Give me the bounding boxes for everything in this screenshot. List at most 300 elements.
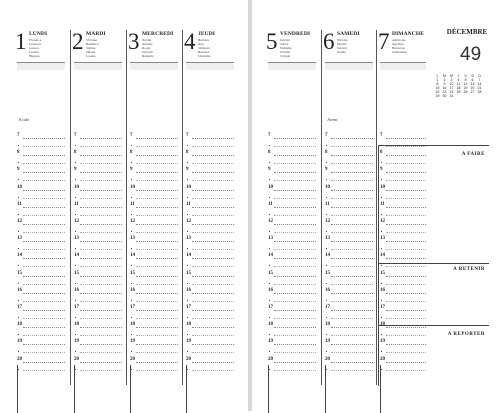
hour-slot-14[interactable] <box>128 253 182 275</box>
hour-slot-13[interactable] <box>184 236 238 258</box>
half-hour-dot <box>187 231 188 232</box>
hour-line <box>274 327 316 329</box>
half-hour-dot <box>18 351 19 352</box>
half-hour-dot <box>75 265 76 266</box>
half-hour-line <box>80 335 122 337</box>
hour-slot-17[interactable] <box>184 305 238 327</box>
hour-slot-12[interactable] <box>15 219 69 241</box>
half-hour-dot <box>269 334 270 335</box>
calendar-day[interactable]: 17 <box>449 86 454 90</box>
hour-line <box>274 276 316 278</box>
hour-slot-17[interactable] <box>266 305 320 327</box>
day-note-bar <box>17 62 65 70</box>
hour-slot-7[interactable] <box>128 133 182 155</box>
day-number: 4 <box>184 29 196 54</box>
hour-slot-11[interactable] <box>184 201 238 224</box>
hour-slot-11[interactable] <box>128 201 182 224</box>
day-column-mercredi[interactable] <box>128 30 182 385</box>
hour-line <box>331 327 373 329</box>
half-hour-line <box>80 318 122 320</box>
hour-line <box>331 155 373 157</box>
hour-line <box>274 362 316 364</box>
saint-name: Ada <box>198 42 204 46</box>
evening-notes[interactable] <box>325 365 374 413</box>
calendar-day[interactable]: 16 <box>442 86 447 90</box>
day-note: Ecole <box>19 117 30 122</box>
half-hour-dot <box>18 248 19 249</box>
half-hour-line <box>23 232 65 234</box>
half-hour-line <box>274 232 316 234</box>
saint-name: Crispin <box>280 54 291 58</box>
calendar-day[interactable]: 8 <box>436 82 439 86</box>
hour-line <box>192 258 234 260</box>
hour-slot-13[interactable] <box>323 236 377 258</box>
half-hour-line <box>80 180 122 182</box>
hour-label: 9 <box>74 167 77 173</box>
half-hour-line <box>23 249 65 251</box>
day-name: SAMEDI <box>337 31 360 37</box>
hour-slot-8[interactable] <box>72 150 126 172</box>
hour-slot-9[interactable] <box>128 167 182 189</box>
hour-line <box>192 207 234 209</box>
hour-label: 11 <box>74 201 79 207</box>
half-hour-dot <box>326 334 327 335</box>
hour-label: 15 <box>325 270 330 276</box>
saint-names <box>142 38 154 58</box>
hour-label: 7 <box>17 133 20 138</box>
half-hour-line <box>192 180 234 182</box>
half-hour-line <box>192 198 234 200</box>
hour-label: 19 <box>74 339 79 345</box>
calendar-day[interactable]: 26 <box>463 90 468 94</box>
half-hour-line <box>136 215 178 217</box>
hour-line <box>192 155 234 157</box>
hour-line <box>80 207 122 209</box>
hour-slot-16[interactable] <box>128 287 182 310</box>
hour-slot-17[interactable] <box>15 305 69 327</box>
hour-label: 10 <box>17 184 22 190</box>
half-hour-dot <box>75 300 76 301</box>
half-hour-line <box>274 335 316 337</box>
calendar-day[interactable]: 28 <box>477 90 482 94</box>
hour-slot-7[interactable] <box>15 133 69 155</box>
hour-label: 13 <box>74 236 79 242</box>
saint-name: Denise <box>337 42 347 46</box>
half-hour-dot <box>75 162 76 163</box>
mini-calendar <box>434 74 483 98</box>
hour-slot-10[interactable] <box>72 184 126 207</box>
hour-line <box>136 224 178 226</box>
evening-notes[interactable] <box>130 365 179 413</box>
half-hour-line <box>192 146 234 148</box>
half-hour-line <box>80 266 122 268</box>
hour-label: 8 <box>325 150 328 156</box>
hour-slot-15[interactable] <box>128 270 182 293</box>
weekday-label: L <box>436 74 439 78</box>
half-hour-dot <box>269 300 270 301</box>
saint-name: Agathon <box>392 42 405 46</box>
hour-line <box>80 258 122 260</box>
saint-name: Asella <box>337 50 346 54</box>
hour-label: 10 <box>130 184 135 190</box>
half-hour-line <box>136 318 178 320</box>
hour-slot-14[interactable] <box>15 253 69 275</box>
half-hour-line <box>136 301 178 303</box>
hour-label: 13 <box>130 236 135 242</box>
saint-name: Osmond <box>198 46 210 50</box>
half-hour-dot <box>75 179 76 180</box>
hour-label: 17 <box>186 305 191 310</box>
half-hour-line <box>136 335 178 337</box>
half-hour-line <box>23 198 65 200</box>
half-hour-line <box>274 266 316 268</box>
hour-slot-11[interactable] <box>266 201 320 224</box>
hour-slot-13[interactable] <box>266 236 320 258</box>
half-hour-dot <box>18 214 19 215</box>
hour-slot-11[interactable] <box>15 201 69 224</box>
hour-line <box>274 258 316 260</box>
hour-slot-16[interactable] <box>72 287 126 310</box>
half-hour-line <box>136 266 178 268</box>
half-hour-line <box>331 232 373 234</box>
hour-slot-10[interactable] <box>184 184 238 207</box>
hour-label: 10 <box>325 184 330 190</box>
hour-slot-18[interactable] <box>72 322 126 344</box>
column-divider <box>376 30 377 385</box>
hour-slot-12[interactable] <box>323 219 377 241</box>
half-hour-dot <box>131 248 132 249</box>
day-note-bar <box>380 62 426 70</box>
hour-slot-19[interactable] <box>15 339 69 361</box>
half-hour-line <box>331 163 373 165</box>
hour-slot-18[interactable] <box>128 322 182 344</box>
day-note-bar <box>186 62 234 70</box>
half-hour-dot <box>75 317 76 318</box>
calendar-week-number: 49 <box>460 44 482 65</box>
hour-slot-19[interactable] <box>72 339 126 361</box>
evening-notes[interactable] <box>186 365 235 413</box>
hour-slot-14[interactable] <box>323 253 377 275</box>
hour-slot-14[interactable] <box>266 253 320 275</box>
half-hour-line <box>23 180 65 182</box>
hour-slot-8[interactable] <box>266 150 320 172</box>
hour-slot-15[interactable] <box>184 270 238 293</box>
hour-label: 8 <box>130 150 133 156</box>
calendar-day[interactable]: 12 <box>463 82 468 86</box>
hour-slot-7[interactable] <box>72 133 126 155</box>
hour-slot-9[interactable] <box>323 167 377 189</box>
hour-slot-19[interactable] <box>184 339 238 361</box>
half-hour-line <box>136 232 178 234</box>
hour-slot-16[interactable] <box>323 287 377 310</box>
remember-box[interactable] <box>378 263 489 326</box>
hour-slot-9[interactable] <box>184 167 238 189</box>
half-hour-line <box>23 301 65 303</box>
calendar-day[interactable]: 1 <box>436 78 439 82</box>
hour-line <box>274 138 316 140</box>
half-hour-line <box>192 249 234 251</box>
hour-slot-13[interactable] <box>15 236 69 258</box>
calendar-day[interactable]: 15 <box>435 86 440 90</box>
hour-label: 8 <box>17 150 20 156</box>
evening-notes[interactable] <box>17 365 66 413</box>
saint-name: Barbara <box>198 38 210 42</box>
half-hour-line <box>331 215 373 217</box>
hour-slot-15[interactable] <box>72 270 126 293</box>
half-hour-dot <box>75 231 76 232</box>
calendar-day[interactable]: 11 <box>456 82 461 86</box>
hour-slot-13[interactable] <box>128 236 182 258</box>
hour-slot-12[interactable] <box>184 219 238 241</box>
half-hour-line <box>274 198 316 200</box>
half-hour-line <box>192 266 234 268</box>
hour-slot-8[interactable] <box>128 150 182 172</box>
half-hour-dot <box>187 145 188 146</box>
hour-label: 12 <box>268 219 273 224</box>
day-note-bar <box>130 62 178 70</box>
hour-label: 18 <box>130 322 135 328</box>
hour-label: 19 <box>380 339 385 345</box>
hour-slot-12[interactable] <box>72 219 126 241</box>
calendar-day[interactable]: 3 <box>450 78 453 82</box>
half-hour-dot <box>187 248 188 249</box>
half-hour-dot <box>326 317 327 318</box>
hour-slot-17[interactable] <box>72 305 126 327</box>
hour-line <box>80 327 122 329</box>
hour-label: 20 <box>268 356 273 362</box>
hour-slot-10[interactable] <box>266 184 320 207</box>
hour-slot-12[interactable] <box>266 219 320 241</box>
hour-slot-15[interactable] <box>15 270 69 293</box>
half-hour-line <box>274 352 316 354</box>
calendar-day[interactable]: 20 <box>470 86 475 90</box>
hour-slot-13[interactable] <box>72 236 126 258</box>
half-hour-dot <box>75 145 76 146</box>
hour-label: 11 <box>268 201 273 207</box>
hour-slot-7[interactable] <box>184 133 238 155</box>
saint-name: Gérard <box>337 46 347 50</box>
half-hour-line <box>136 249 178 251</box>
half-hour-dot <box>131 317 132 318</box>
half-hour-dot <box>75 248 76 249</box>
half-hour-dot <box>269 283 270 284</box>
half-hour-dot <box>18 179 19 180</box>
hour-slot-16[interactable] <box>15 287 69 310</box>
hour-line <box>192 138 234 140</box>
hour-slot-16[interactable] <box>266 287 320 310</box>
hour-slot-9[interactable] <box>72 167 126 189</box>
half-hour-line <box>274 215 316 217</box>
hour-label: 12 <box>130 219 135 224</box>
hour-line <box>23 155 65 157</box>
hour-slot-18[interactable] <box>15 322 69 344</box>
half-hour-dot <box>18 162 19 163</box>
half-hour-line <box>331 301 373 303</box>
half-hour-line <box>136 284 178 286</box>
hour-label: 9 <box>130 167 133 173</box>
hour-line <box>136 241 178 243</box>
hour-label: 16 <box>130 287 135 293</box>
calendar-day[interactable]: 6 <box>471 78 474 82</box>
half-hour-dot <box>18 283 19 284</box>
evening-notes[interactable] <box>74 365 123 413</box>
hour-label: 18 <box>268 322 273 328</box>
calendar-day[interactable]: 29 <box>435 94 440 98</box>
calendar-day[interactable]: 23 <box>442 90 447 94</box>
calendar-day[interactable]: 10 <box>449 82 454 86</box>
calendar-day[interactable]: 30 <box>442 94 447 98</box>
day-column-lundi[interactable] <box>15 30 69 385</box>
half-hour-dot <box>131 283 132 284</box>
calendar-day[interactable]: 24 <box>449 90 454 94</box>
hour-slot-8[interactable] <box>323 150 377 172</box>
remember-title: A RETENIR <box>453 267 485 272</box>
hour-line <box>23 258 65 260</box>
half-hour-line <box>192 301 234 303</box>
carry-over-box[interactable] <box>378 325 489 386</box>
half-hour-line <box>23 284 65 286</box>
hour-slot-16[interactable] <box>184 287 238 310</box>
hour-slot-18[interactable] <box>184 322 238 344</box>
calendar-day[interactable]: 31 <box>449 94 454 98</box>
saint-names <box>29 38 41 58</box>
hour-slot-15[interactable] <box>323 270 377 293</box>
calendar-day[interactable]: 22 <box>435 90 440 94</box>
hour-line <box>386 138 426 140</box>
half-hour-dot <box>18 317 19 318</box>
day-note: Avent <box>327 117 338 122</box>
day-column-vendredi[interactable] <box>266 30 320 385</box>
hour-slot-14[interactable] <box>72 253 126 275</box>
saint-name: Guillaume <box>392 50 407 54</box>
hour-slot-19[interactable] <box>266 339 320 361</box>
hour-slot-18[interactable] <box>266 322 320 344</box>
calendar-day[interactable]: 27 <box>470 90 475 94</box>
calendar-day[interactable]: 18 <box>456 86 461 90</box>
half-hour-line <box>80 215 122 217</box>
calendar-day[interactable]: 21 <box>477 86 482 90</box>
hour-slot-19[interactable] <box>323 339 377 361</box>
hour-line <box>80 344 122 346</box>
half-hour-dot <box>326 145 327 146</box>
calendar-day[interactable]: 4 <box>457 78 460 82</box>
hour-line <box>192 362 234 364</box>
half-hour-line <box>23 318 65 320</box>
hour-line <box>80 276 122 278</box>
evening-notes[interactable] <box>268 365 317 413</box>
hour-label: 7 <box>325 133 328 138</box>
half-hour-line <box>192 215 234 217</box>
day-column-mardi[interactable] <box>72 30 126 385</box>
hour-slot-10[interactable] <box>323 184 377 207</box>
hour-label: 14 <box>380 253 385 259</box>
saint-name: Gérald <box>280 38 290 42</box>
hour-line <box>23 172 65 174</box>
half-hour-line <box>80 249 122 251</box>
half-hour-dot <box>131 265 132 266</box>
hour-slot-10[interactable] <box>15 184 69 207</box>
saint-name: Gaston <box>29 46 39 50</box>
calendar-day[interactable]: 7 <box>478 78 481 82</box>
calendar-day[interactable]: 19 <box>463 86 468 90</box>
hour-line <box>274 190 316 192</box>
weekday-label: S <box>471 74 474 78</box>
calendar-day[interactable]: 5 <box>464 78 467 82</box>
calendar-day[interactable]: 13 <box>470 82 475 86</box>
calendar-day[interactable]: 25 <box>456 90 461 94</box>
hour-label: 9 <box>268 167 271 173</box>
hour-slot-7[interactable] <box>266 133 320 155</box>
hour-slot-11[interactable] <box>323 201 377 224</box>
half-hour-dot <box>131 197 132 198</box>
calendar-day[interactable]: 9 <box>443 82 446 86</box>
hour-line <box>136 172 178 174</box>
half-hour-line <box>331 318 373 320</box>
day-column-jeudi[interactable] <box>184 30 238 385</box>
day-column-samedi[interactable] <box>323 30 377 385</box>
hour-slot-14[interactable] <box>184 253 238 275</box>
hour-line <box>331 344 373 346</box>
half-hour-dot <box>131 351 132 352</box>
hour-line <box>331 172 373 174</box>
hour-slot-19[interactable] <box>128 339 182 361</box>
hour-slot-8[interactable] <box>15 150 69 172</box>
hour-label: 19 <box>268 339 273 345</box>
day-name: MERCREDI <box>142 31 174 37</box>
saint-name: Ambroise <box>392 38 406 42</box>
hour-slot-15[interactable] <box>266 270 320 293</box>
hour-label: 12 <box>186 219 191 224</box>
half-hour-line <box>192 163 234 165</box>
hour-slot-17[interactable] <box>128 305 182 327</box>
hour-line <box>136 362 178 364</box>
hour-label: 12 <box>17 219 22 224</box>
hour-line <box>23 138 65 140</box>
calendar-day[interactable]: 2 <box>443 78 446 82</box>
saint-name: Lucien <box>29 50 39 54</box>
half-hour-dot <box>326 265 327 266</box>
hour-slot-12[interactable] <box>128 219 182 241</box>
hour-label: 16 <box>380 287 385 293</box>
hour-slot-7[interactable] <box>323 133 377 155</box>
calendar-day[interactable]: 14 <box>477 82 482 86</box>
half-hour-dot <box>326 231 327 232</box>
todo-box[interactable] <box>378 145 489 264</box>
hour-line <box>192 293 234 295</box>
hour-slot-9[interactable] <box>266 167 320 189</box>
half-hour-dot <box>131 231 132 232</box>
weekday-label: M <box>450 74 453 78</box>
half-hour-dot <box>18 145 19 146</box>
hour-line <box>331 310 373 312</box>
hour-slot-8[interactable] <box>184 150 238 172</box>
hour-slot-9[interactable] <box>15 167 69 189</box>
hour-slot-18[interactable] <box>323 322 377 344</box>
half-hour-dot <box>187 162 188 163</box>
half-hour-dot <box>75 334 76 335</box>
hour-label: 7 <box>74 133 77 138</box>
hour-line <box>23 276 65 278</box>
half-hour-dot <box>187 317 188 318</box>
half-hour-dot <box>326 162 327 163</box>
saint-name: Nicolas <box>337 38 348 42</box>
hour-slot-11[interactable] <box>72 201 126 224</box>
hour-slot-17[interactable] <box>323 305 377 327</box>
hour-slot-10[interactable] <box>128 184 182 207</box>
half-hour-dot <box>18 197 19 198</box>
half-hour-line <box>80 163 122 165</box>
hour-label: 20 <box>74 356 79 362</box>
